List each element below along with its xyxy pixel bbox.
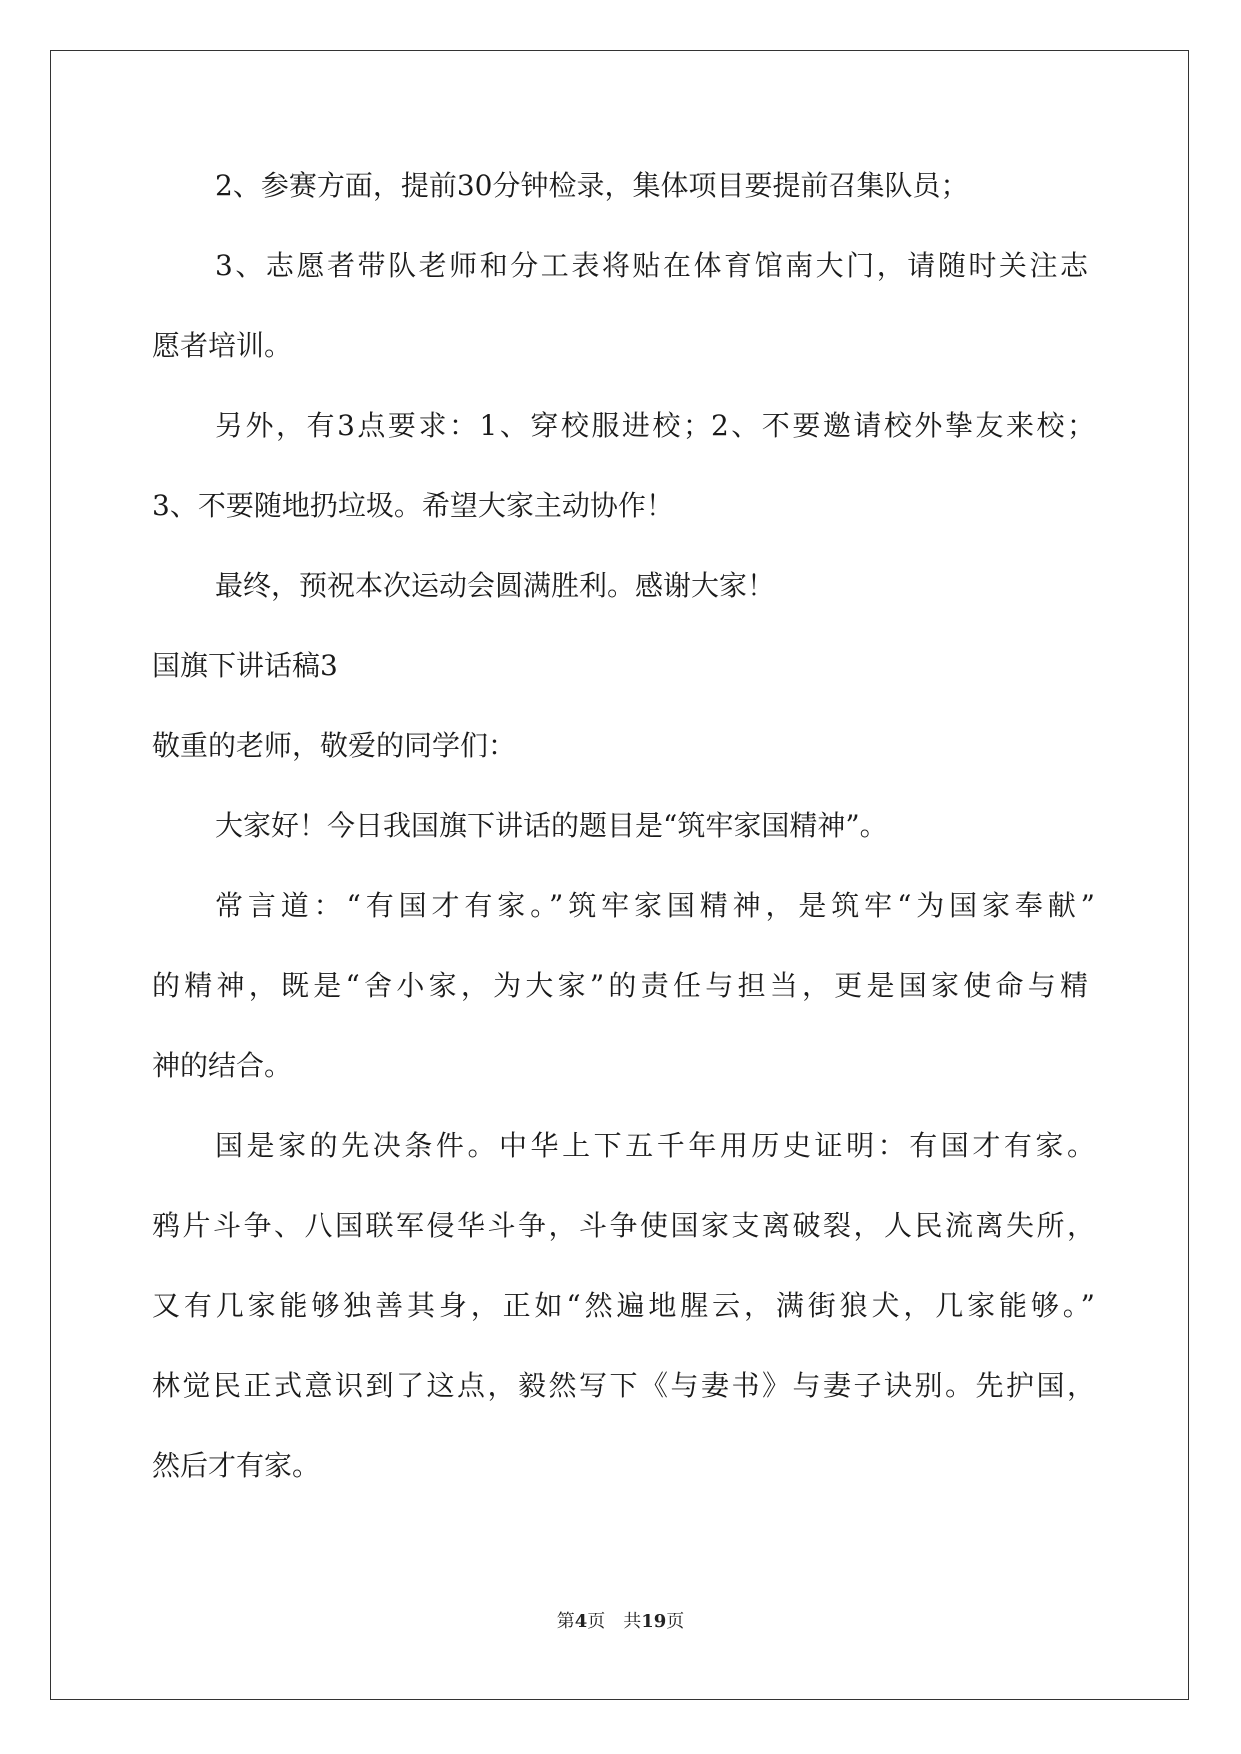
paragraph-line: 愿者培训。 xyxy=(152,329,293,362)
total-prefix: 共 xyxy=(623,1611,642,1632)
page-suffix: 页 xyxy=(587,1611,606,1632)
paragraph-line: 然后才有家。 xyxy=(152,1449,321,1482)
total-pages: 19 xyxy=(641,1611,667,1632)
page-number: 4 xyxy=(574,1611,588,1632)
page-footer xyxy=(0,1610,1241,1634)
paragraph-line: 3、志愿者带队老师和分工表将贴在体育馆南大门，请随时关注志 xyxy=(215,249,1088,282)
paragraph-line: 3、不要随地扔垃圾。希望大家主动协作！ xyxy=(152,489,674,522)
paragraph-line: 的精神，既是“舍小家，为大家”的责任与担当，更是国家使命与精 xyxy=(152,969,1088,1002)
paragraph-line: 常言道：“有国才有家。”筑牢家国精神，是筑牢“为国家奉献” xyxy=(215,889,1095,922)
paragraph-line: 神的结合。 xyxy=(152,1049,293,1082)
page-prefix: 第 xyxy=(556,1611,575,1632)
total-suffix: 页 xyxy=(666,1611,685,1632)
paragraph-line: 2、参赛方面，提前30分钟检录，集体项目要提前召集队员； xyxy=(215,169,969,202)
paragraph-line: 鸦片斗争、八国联军侵华斗争，斗争使国家支离破裂，人民流离失所， xyxy=(152,1209,1095,1242)
paragraph-line: 国是家的先决条件。中华上下五千年用历史证明：有国才有家。 xyxy=(215,1129,1095,1162)
section-title: 国旗下讲话稿3 xyxy=(152,649,338,682)
paragraph-line: 最终，预祝本次运动会圆满胜利。感谢大家！ xyxy=(215,569,776,602)
paragraph-line: 又有几家能够独善其身，正如“然遍地腥云，满街狼犬，几家能够。” xyxy=(152,1289,1095,1322)
paragraph-line: 大家好！今日我国旗下讲话的题目是“筑牢家国精神”。 xyxy=(215,809,888,842)
paragraph-line: 另外，有3点要求：1、穿校服进校；2、不要邀请校外挚友来校； xyxy=(215,409,1095,442)
salutation: 敬重的老师，敬爱的同学们： xyxy=(152,729,517,762)
paragraph-line: 林觉民正式意识到了这点，毅然写下《与妻书》与妻子诀别。先护国， xyxy=(152,1369,1095,1402)
